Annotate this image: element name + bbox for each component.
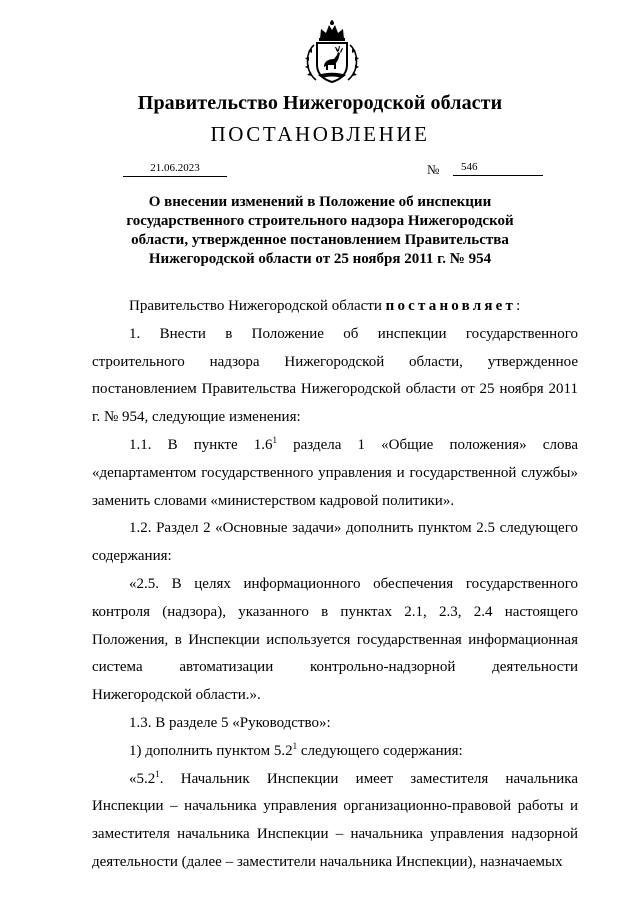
document-body [92,293,578,877]
paragraph-1-1-start: 1.1. В пункте 1.6 [129,436,273,453]
preamble-verb: постановляет [385,298,517,314]
government-name: Правительство Нижегородской области [137,92,503,114]
document-number: 546 [461,161,478,173]
paragraph-1-3-1 [92,738,578,766]
paragraph-2-5-quote: «2.5. В целях информационного обеспечения государственного контроля (надзора), указанного в пунктах 2.1, 2.3, 2.4 настоящего Положения, в Инспекции используется государственная информационная система автоматизации контрольно-надзорной деятельности Нижегородской области.». [92,575,578,704]
document-date: 21.06.2023 [123,160,227,177]
preamble-text: Правительство Нижегородской области [129,298,382,314]
paragraph-5-2-1-end: . Начальник Инспекции имеет заместителя начальника Инспекции – начальника управления организационно-правовой работы и заместителя начальника Инспекции – начальника управления надзорной деятельности (далее – заместители начальника Инспекции), назначаемых [92,770,578,870]
superscript: 1 [292,740,298,751]
paragraph-1-1-end: раздела 1 «Общие положения» слова «департаментом государственного управления и государственной службы» заменить словами «министерством кадровой политики». [92,436,578,509]
paragraph-1-3-1-end: следующего содержания: [297,742,463,759]
preamble-paragraph [92,293,578,321]
superscript: 1 [272,434,277,445]
coat-of-arms-emblem [302,19,362,85]
paragraph-1-1 [92,432,578,515]
paragraph-1-3: 1.3. В разделе 5 «Руководство»: [129,714,331,731]
superscript: 1 [155,768,160,779]
document-type-title: ПОСТАНОВЛЕНИЕ [210,122,430,146]
document-number-field [453,159,543,176]
document-subject: О внесении изменений в Положение об инспекции государственного строительного надзора Нижегородской области, утвержденное постановлением Правительства Нижегородской области от 25 ноября 2011 г. № 954 [126,194,514,267]
preamble-colon: : [516,298,521,314]
paragraph-1-2: 1.2. Раздел 2 «Основные задачи» дополнить пунктом 2.5 следующего содержания: [92,520,578,565]
paragraph-5-2-1-start: «5.2 [129,770,156,787]
paragraph-1: 1. Внести в Положение об инспекции государственного строительного надзора Нижегородской области, утвержденное постановлением Правительства Нижегородской области от 25 ноября 2011 г. № 954, следующие изменения: [92,325,578,426]
paragraph-5-2-1-quote [92,766,578,877]
paragraph-1-3-1-start: 1) дополнить пунктом 5.2 [129,742,293,759]
number-sign: № [427,162,440,177]
